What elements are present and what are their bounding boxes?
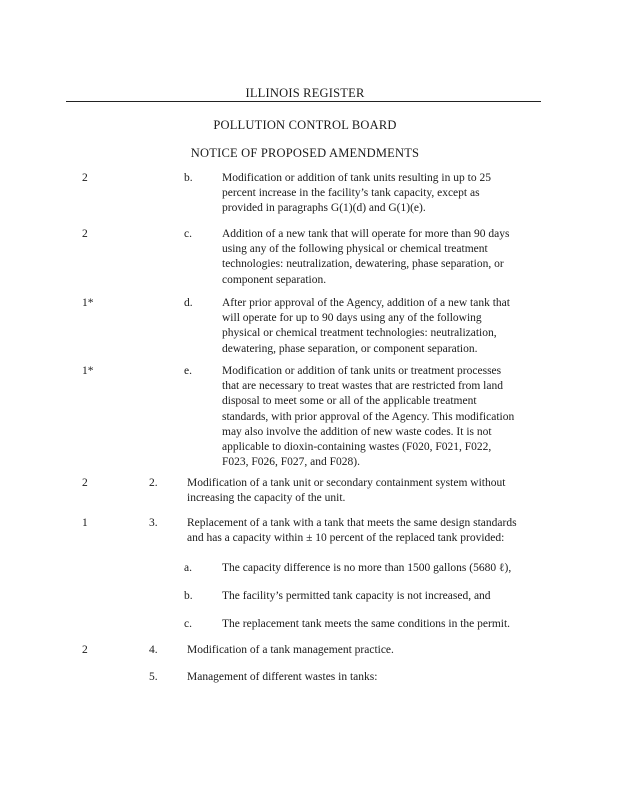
item-text: Addition of a new tank that will operate for more than 90 days using any of the following physical or chemical treatment technologies: neutralization, dewatering, phase separation, or component separation. bbox=[222, 228, 510, 286]
item-marker: b. bbox=[184, 590, 193, 602]
item-marker: a. bbox=[184, 562, 192, 574]
item-text: Management of different wastes in tanks: bbox=[187, 671, 378, 683]
class-label: 1* bbox=[82, 297, 94, 309]
item-marker: 3. bbox=[149, 517, 158, 529]
class-label: 2 bbox=[82, 228, 88, 240]
item-marker: c. bbox=[184, 618, 192, 630]
board-name: POLLUTION CONTROL BOARD bbox=[213, 118, 397, 132]
item-marker: c. bbox=[184, 228, 192, 240]
class-label: 1 bbox=[82, 517, 88, 529]
item-text: Replacement of a tank with a tank that meets the same design standards and has a capacity within ± 10 percent of the replaced tank provided: bbox=[187, 517, 517, 545]
item-text: Modification or addition of tank units or treatment processes that are necessary to treat wastes that are restricted from land disposal to meet some or all of the applicable treatment standards, with prior approval of the Agency. This modification may also involve the addition of new waste codes. It is not applicable to dioxin-containing wastes (F020, F021, F022, F023, F026, F027, and F028). bbox=[222, 365, 515, 469]
item-marker: 5. bbox=[149, 671, 158, 683]
class-label: 2 bbox=[82, 172, 88, 184]
item-text: The facility’s permitted tank capacity is not increased, and bbox=[222, 590, 491, 602]
register-title: ILLINOIS REGISTER bbox=[245, 86, 365, 100]
item-text: Modification of a tank management practice. bbox=[187, 644, 394, 656]
item-text: Modification or addition of tank units resulting in up to 25 percent increase in the facility’s tank capacity, except as provided in paragraphs G(1)(d) and G(1)(e). bbox=[222, 172, 491, 215]
item-marker: 2. bbox=[149, 477, 158, 489]
item-marker: 4. bbox=[149, 644, 158, 656]
item-marker: e. bbox=[184, 365, 192, 377]
item-text: Modification of a tank unit or secondary containment system without increasing the capacity of the unit. bbox=[187, 477, 506, 505]
notice-title: NOTICE OF PROPOSED AMENDMENTS bbox=[190, 146, 420, 160]
item-text: The replacement tank meets the same conditions in the permit. bbox=[222, 618, 511, 630]
item-text: After prior approval of the Agency, addition of a new tank that will operate for up to 90 days using any of the following physical or chemical treatment technologies: neutralization, dewatering, phase separation, or component separation. bbox=[222, 297, 510, 355]
class-label: 2 bbox=[82, 644, 88, 656]
item-marker: b. bbox=[184, 172, 193, 184]
item-marker: d. bbox=[184, 297, 193, 309]
class-label: 2 bbox=[82, 477, 88, 489]
header-rule bbox=[66, 101, 541, 102]
item-text: The capacity difference is no more than 1500 gallons (5680 ℓ), bbox=[222, 562, 512, 574]
class-label: 1* bbox=[82, 365, 94, 377]
